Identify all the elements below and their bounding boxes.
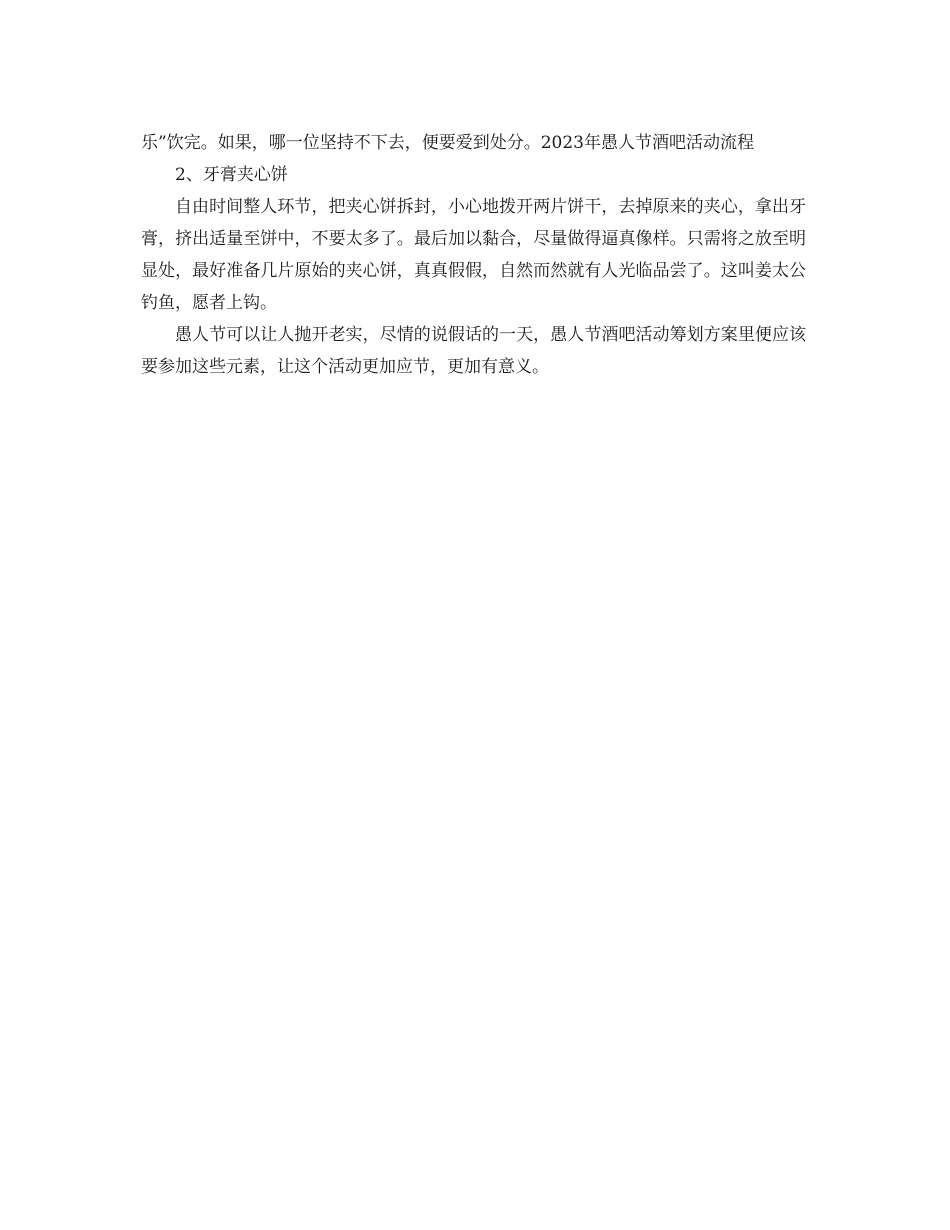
paragraph-toothpaste-cookie: 自由时间整人环节，把夹心饼拆封，小心地拨开两片饼干，去掉原来的夹心，拿出牙膏，挤出适量至饼中，不要太多了。最后加以黏合，尽量做得逼真像样。只需将之放至明显处，最好准备几片原始的夹心饼，真真假假，自然而然就有人光临品尝了。这叫姜太公钓鱼，愿者上钩。 [141, 197, 806, 313]
document-body [141, 127, 806, 383]
section-heading: 2、牙膏夹心饼 [175, 165, 288, 185]
paragraph-conclusion: 愚人节可以让人抛开老实，尽情的说假话的一天，愚人节酒吧活动筹划方案里便应该要参加这些元素，让这个活动更加应节，更加有意义。 [141, 325, 806, 377]
paragraph-continuation: 乐”饮完。如果，哪一位坚持不下去，便要爱到处分。2023年愚人节酒吧活动流程 [141, 133, 754, 153]
